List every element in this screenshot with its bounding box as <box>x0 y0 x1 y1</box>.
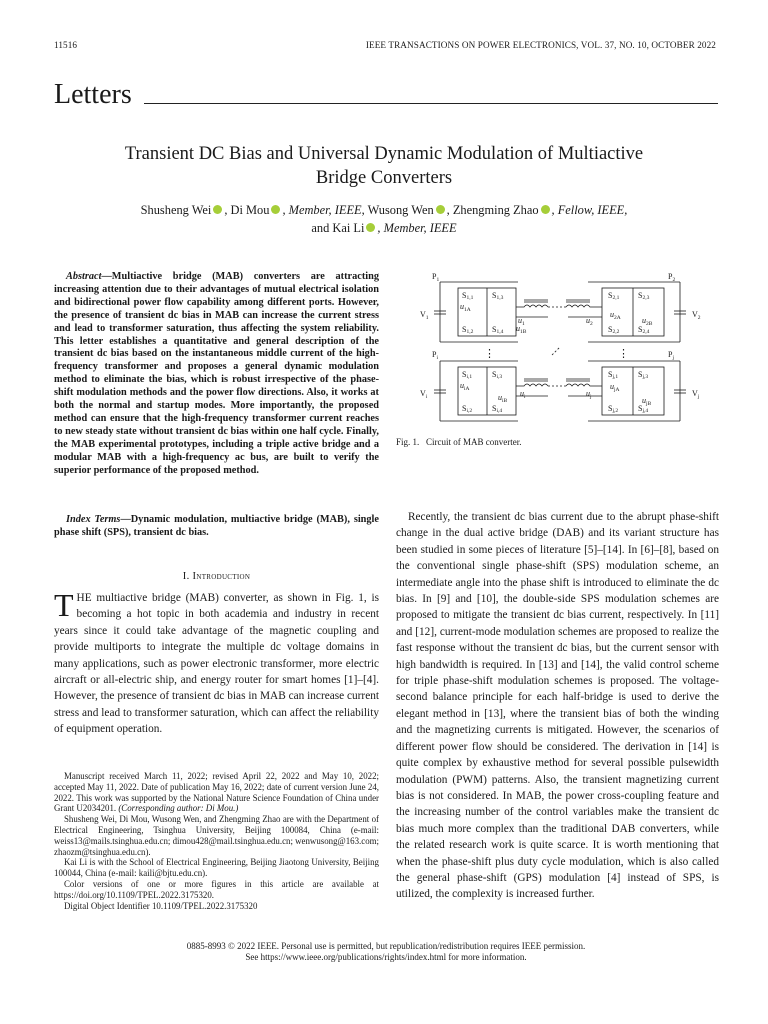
footnote-affiliation-2: Kai Li is with the School of Electrical Engineering, Beijing Jiaotong University, Beijing 100044, China (e-mail: kaili@bjtu.edu.cn). <box>54 857 379 879</box>
voltage-label: $u_{jB}$ <box>642 396 652 407</box>
voltage-label: $u_{2A}$ <box>610 310 621 321</box>
author-name: and Kai Li <box>311 221 365 235</box>
author-role: , Member, IEEE <box>377 221 457 235</box>
port-label-p1: $P_1$ <box>432 272 440 283</box>
switch-label: S1,2 <box>462 325 474 335</box>
orcid-icon[interactable] <box>271 205 280 214</box>
paper-title <box>60 142 708 190</box>
footnote-manuscript <box>54 771 379 814</box>
author-name: , Wusong Wen <box>361 203 434 217</box>
title-line-2: Bridge Converters <box>315 168 453 188</box>
section-rule <box>144 103 718 104</box>
orcid-icon[interactable] <box>366 223 375 232</box>
voltage-label: $u_j$ <box>586 389 592 400</box>
index-terms-label: Index Terms <box>66 514 121 525</box>
switch-label: S1,1 <box>462 291 474 301</box>
abstract <box>54 271 379 478</box>
switch-label: Sj,2 <box>608 404 619 414</box>
switch-label: S2,2 <box>608 325 620 335</box>
switch-label: Sj,3 <box>638 370 649 380</box>
page-number: 11516 <box>54 40 78 50</box>
voltage-label: $u_{jA}$ <box>610 382 620 393</box>
switch-label: S2,3 <box>638 291 650 301</box>
author-role: , Fellow, IEEE, <box>551 203 628 217</box>
corresponding-author: (Corresponding author: Di Mou.) <box>116 803 239 814</box>
voltage-label: $u_{1A}$ <box>460 302 471 313</box>
journal-header: IEEE TRANSACTIONS ON POWER ELECTRONICS, VOL. 37, NO. 10, OCTOBER 2022 <box>365 40 716 50</box>
voltage-label-v1: $V_1$ <box>420 310 429 321</box>
intro-heading-text: Introduction <box>192 571 251 582</box>
title-line-1: Transient DC Bias and Universal Dynamic Modulation of Multiactive <box>124 144 644 164</box>
copyright-line-1: 0885-8993 © 2022 IEEE. Personal use is permitted, but republication/redistribution requires IEEE permission. <box>186 941 586 951</box>
abstract-label: Abstract <box>66 271 102 282</box>
copyright-line-2[interactable]: See https://www.ieee.org/publications/rights/index.html for more information. <box>245 952 527 962</box>
switch-label: Si,4 <box>492 404 503 414</box>
switch-label: Si,1 <box>462 370 473 380</box>
continuation-dots: ⋮ <box>618 348 629 360</box>
continuation-dots: ⋮ <box>484 348 495 360</box>
footnote-color-versions: Color versions of one or more figures in this article are available at https://doi.org/10.1109/TPEL.2022.3175320. <box>54 878 379 900</box>
author-name: , Zhengming Zhao <box>446 203 539 217</box>
voltage-label-v2: $V_2$ <box>692 310 701 321</box>
voltage-label: $u_{iB}$ <box>498 393 508 404</box>
port-label-pi: $P_i$ <box>432 350 438 361</box>
intro-heading <box>54 571 379 582</box>
abstract-text: —Multiactive bridge (MAB) converters are attracting increasing attention due to their advantages of mutual electrical isolation and bidirectional power flow capability among different ports. However, the presence of transient dc bias in MAB can increase the current stress and lead to transformer saturation, thus affecting the system reliability. This letter establishes a quantitative and general description of the transient dc bias based on the instantaneous middle current of the high-frequency transformer and proposes a general dynamic modulation method to eliminate the bias, which is robust irrespective of the phase-shift modulation methods and the power flow directions. Also, it works at both the normal and startup modes. More importantly, the proposed method can ensure that the high-frequency transformer current reaches to new steady state without transient dc bias within one half cycle. Finally, the MAB experimental prototypes, including a triple active bridge and a modular MAB with a high-frequency ac bus, are built to verify the superior performance of the proposed method. <box>54 271 379 476</box>
footnotes <box>54 771 379 911</box>
switch-label: S1,3 <box>492 291 504 301</box>
intro-heading-number: I. <box>182 571 193 582</box>
switch-label: Sj,4 <box>638 404 649 414</box>
intro-text: HE multiactive bridge (MAB) converter, as shown in Fig. 1, is becoming a hot topic in both academia and industry in recent years since it could take advantage of the magnetic coupling and provide multiports to integrate the multiple dc voltage domains in many applications, such as power electronic transformer, more electric aircraft or all-electric ship, and energy router for smart homes [1]–[4]. However, the presence of transient dc bias in MAB can increase current stress and lead to transformer saturation, which can affect the reliability of equipment operation. <box>54 592 379 736</box>
copyright-notice <box>54 941 718 963</box>
switch-label: S2,1 <box>608 291 620 301</box>
port-label-p2: $P_2$ <box>668 272 676 283</box>
footnote-text: Manuscript received March 11, 2022; revised April 22, 2022 and May 10, 2022; accepted May 11, 2022. Date of publication May 16, 2022; date of current version June 24, 2022. This work was supported by the National Nature Science Foundation of China under Grant U2034201. <box>54 771 379 814</box>
port-label-pj: $P_j$ <box>668 350 674 361</box>
voltage-label: $u_{2B}$ <box>642 316 653 327</box>
index-terms <box>54 514 379 540</box>
author-role: , Member, IEEE <box>282 203 362 217</box>
intro-paragraph <box>54 587 379 738</box>
switch-label: Sj,1 <box>608 370 619 380</box>
voltage-label: $u_2$ <box>586 316 593 327</box>
author-name: , Di Mou <box>224 203 270 217</box>
voltage-label: $u_{1B}$ <box>516 324 527 335</box>
orcid-icon[interactable] <box>541 205 550 214</box>
footnote-doi: Digital Object Identifier 10.1109/TPEL.2022.3175320 <box>64 900 258 911</box>
voltage-label-vi: $V_i$ <box>420 389 428 400</box>
mab-circuit-figure <box>418 271 712 427</box>
drop-cap: T <box>54 587 74 623</box>
author-list <box>60 201 708 219</box>
right-column-paragraph: Recently, the transient dc bias current due to the abrupt phase-shift change in the dual active bridge (DAB) and its variant structure has been studied in some pieces of literature [5]–[14]. In [6]–[8], based on the conventional single phase-shift (SPS) modulation scheme, an intermediate angle into the phase shift is introduced to eliminate the dc bias. In [9] and [10], the double-side SPS modulation schemes are proposed to mitigate the transient dc bias current, respectively. In [11] and [12], current-mode modulation schemes are proposed to realize the fast response without the transient dc bias, but the current sensor with high bandwidth is required. In [13] and [14], the valid control scheme for triple phase-shift modulation schemes is proposed. The voltage-second balance principle for each half-bridge is used to derive the elegant method in [13], where the transient bias of both the winding and the magnetizing currents is mitigated. However, the scenarios of different power flow should be considered. The derivation in [14] is quite complex by exhaustive method for several possible pulsewidth modulation (PWM) patterns. Also, the transient magnetizing current bias is not considered. In MAB, the power cross-coupling feature and the increasing number of the control variables make the transient dc bias much more complex than the traditional DAB converters, while the related research work is quite scarce. It is worth mentioning that when the phase-shift plus duty cycle modulation, which is also called the general phase-shift (GPS) modulation [4] instead of SPS, is utilized, the complexity is increased further. <box>396 511 719 901</box>
voltage-label: $u_{iA}$ <box>460 381 470 392</box>
orcid-icon[interactable] <box>213 205 222 214</box>
switch-label: S1,4 <box>492 325 504 335</box>
section-heading: Letters <box>54 79 132 110</box>
switch-label: Si,3 <box>492 370 503 380</box>
author-name: Shusheng Wei <box>140 203 212 217</box>
figure-caption: Fig. 1. Circuit of MAB converter. <box>396 437 522 447</box>
switch-label: S2,4 <box>638 325 650 335</box>
author-list-line-2 <box>60 219 708 237</box>
switch-label: Si,2 <box>462 404 473 414</box>
orcid-icon[interactable] <box>436 205 445 214</box>
index-terms-text: —Dynamic modulation, multiactive bridge (MAB), single phase shift (SPS), transient dc bias. <box>54 514 379 538</box>
voltage-label: $u_i$ <box>520 389 526 400</box>
voltage-label: $u_1$ <box>518 316 525 327</box>
footnote-affiliation-1: Shusheng Wei, Di Mou, Wusong Wen, and Zhengming Zhao are with the Department of Electrical Engineering, Tsinghua University, Beijing 100084, China (e-mail: weiss13@mails.tsinghua.edu.cn; dimou428@mail.tsinghua.edu.cn; wenwusong@163.com; zhaozm@tsinghua.edu.cn). <box>54 814 379 857</box>
voltage-label-vj: $V_j$ <box>692 389 700 400</box>
